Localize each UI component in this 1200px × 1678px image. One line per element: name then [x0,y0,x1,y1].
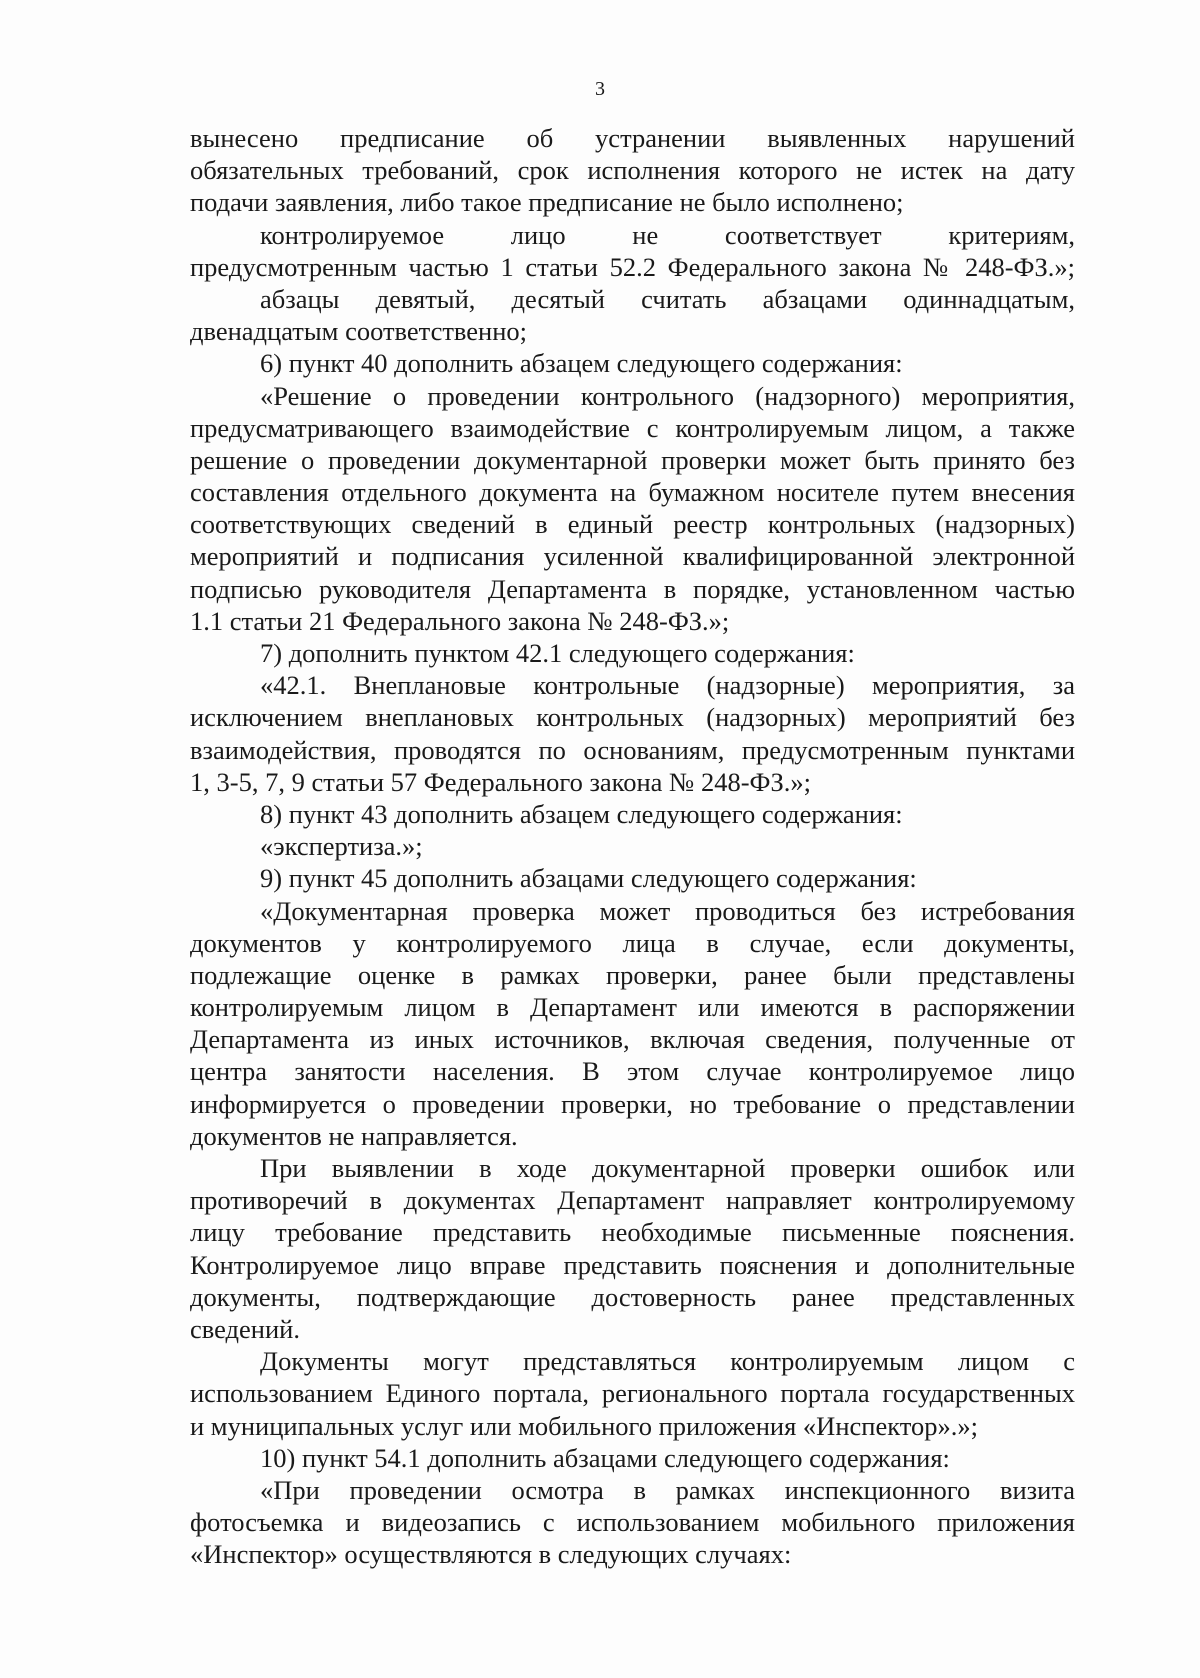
text-line: Документы могут представляться контролируемым лицом с [260,1346,1075,1377]
text-line: 7) дополнить пунктом 42.1 следующего содержания: [260,638,855,668]
text-line: 9) пункт 45 дополнить абзацами следующего содержания: [260,863,917,894]
text-line: предусматривающего взаимодействие с контролируемым лицом, а также [190,412,1075,443]
text-line: 8) пункт 43 дополнить абзацем следующего содержания: [260,798,903,829]
text-line: исключением внеплановых контрольных (надзорных) мероприятий без [190,702,1075,733]
text-line: Департамента из иных источников, включая сведения, полученные от [190,1024,1075,1055]
text-line: контролируемое лицо не соответствует критериям, [260,219,1075,250]
text-line: взаимодействия, проводятся по основаниям, предусмотренным пунктами [190,734,1075,765]
text-line: 6) пункт 40 дополнить абзацем следующего содержания: [260,348,903,379]
text-line: «Инспектор» осуществляются в следующих случаях: [190,1539,792,1570]
page-number: 3 [595,78,605,100]
text-line: абзацы девятый, десятый считать абзацами одиннадцатым, [260,283,1075,314]
text-line: противоречий в документах Департамент направляет контролируемому [190,1185,1075,1216]
text-line: «При проведении осмотра в рамках инспекционного визита [260,1474,1075,1505]
text-line: центра занятости населения. В этом случае контролируемое лицо [190,1056,1075,1087]
text-line: соответствующих сведений в единый реестр контрольных (надзорных) [190,509,1075,540]
text-line: контролируемым лицом в Департамент или имеются в распоряжении [190,992,1075,1023]
text-line: «42.1. Внеплановые контрольные (надзорные) мероприятия, за [260,670,1075,701]
text-line: 1.1 статьи 21 Федерального закона № 248-ФЗ.»; [190,605,730,636]
text-line: 1, 3-5, 7, 9 статьи 57 Федерального закона № 248-ФЗ.»; [190,766,811,797]
text-line: предусмотренным частью 1 статьи 52.2 Федерального закона № 248-ФЗ.»; [190,251,1075,282]
text-line: «экспертиза.»; [260,831,423,862]
text-line: двенадцатым соответственно; [190,316,528,347]
text-line: лицу требование представить необходимые письменные пояснения. [190,1217,1075,1248]
text-line: решение о проведении документарной проверки может быть принято без [190,444,1075,475]
text-line: 10) пункт 54.1 дополнить абзацами следующего содержания: [260,1442,950,1473]
text-line: документов не направляется. [190,1120,518,1151]
text-line: информируется о проведении проверки, но требование о представлении [190,1088,1075,1119]
text-line: сведений. [190,1313,300,1344]
text-line: обязательных требований, срок исполнения которого не истек на дату [190,155,1075,186]
text-line: «Решение о проведении контрольного (надзорного) мероприятия, [260,380,1075,411]
text-line: Контролируемое лицо вправе представить пояснения и дополнительные [190,1249,1075,1280]
text-line: документы, подтверждающие достоверность ранее представленных [190,1281,1075,1312]
text-line: фотосъемка и видеозапись с использованием мобильного приложения [190,1507,1075,1538]
text-line: подлежащие оценке в рамках проверки, ранее были представлены [190,959,1075,990]
text-line: документов у контролируемого лица в случае, если документы, [190,927,1075,958]
document-body [190,122,1075,1570]
text-line: использованием Единого портала, регионального портала государственных [190,1378,1075,1409]
text-line: мероприятий и подписания усиленной квалифицированной электронной [190,541,1075,572]
text-line: подачи заявления, либо такое предписание не было исполнено; [190,187,904,218]
text-line: и муниципальных услуг или мобильного приложения «Инспектор».»; [190,1410,978,1441]
text-line: При выявлении в ходе документарной проверки ошибок или [260,1153,1075,1183]
text-line: вынесено предписание об устранении выявленных нарушений [190,123,1075,153]
text-line: составления отдельного документа на бумажном носителе путем внесения [190,477,1075,508]
text-line: «Документарная проверка может проводиться без истребования [260,895,1075,926]
text-line: подписью руководителя Департамента в порядке, установленном частью [190,573,1075,604]
